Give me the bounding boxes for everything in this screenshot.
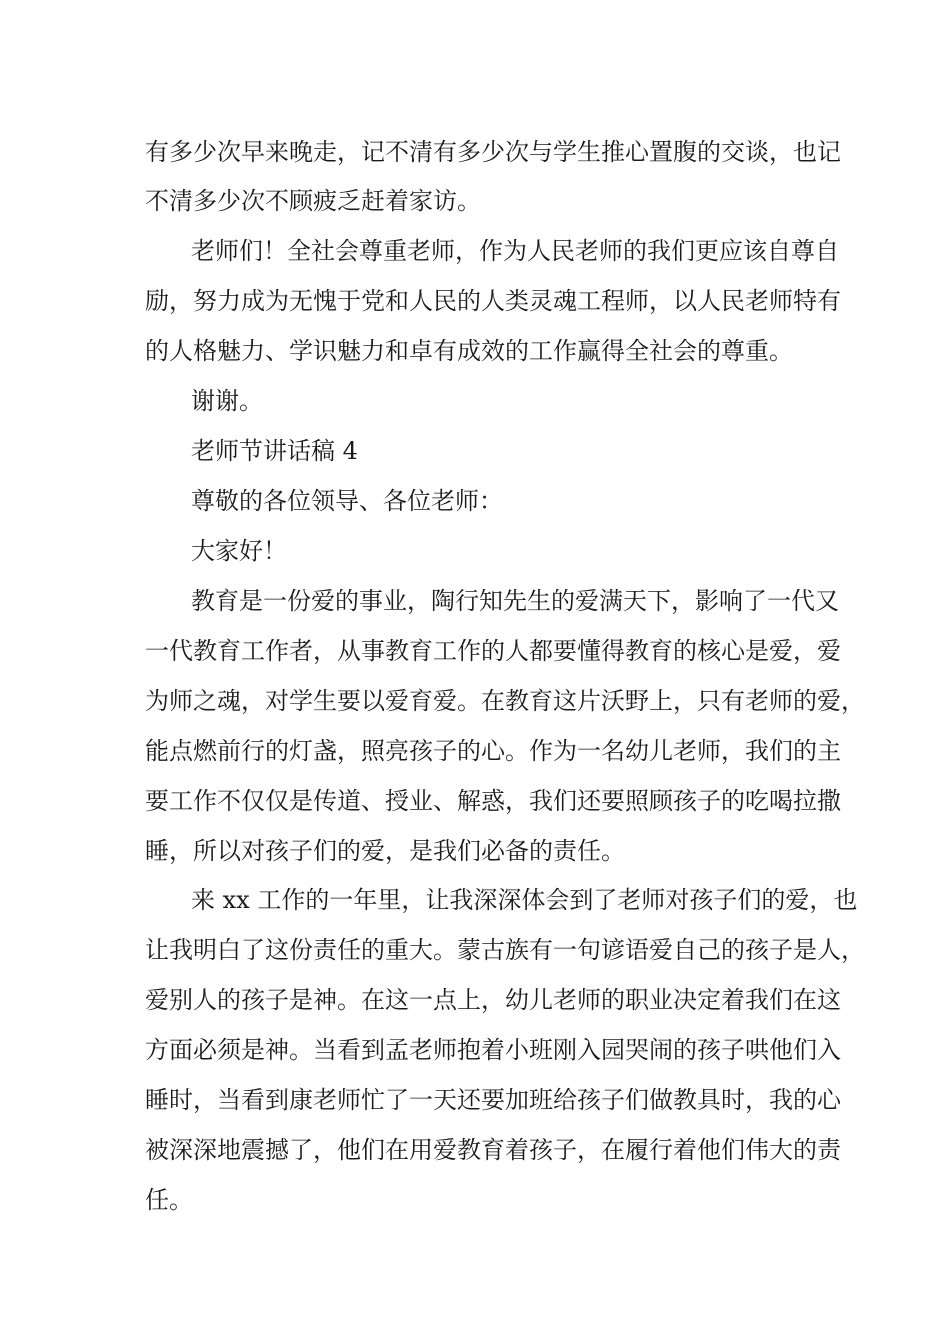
text-line: 谢谢。	[191, 387, 263, 415]
text-line: 睡，所以对孩子们的爱，是我们必备的责任。	[145, 837, 625, 865]
text-line: 来 xx 工作的一年里，让我深深体会到了老师对孩子们的爱，也	[191, 886, 858, 914]
greeting: 大家好！	[191, 537, 287, 565]
text-line: 老师们！全社会尊重老师，作为人民老师的我们更应该自尊自	[191, 237, 839, 265]
text-line: 被深深地震撼了，他们在用爱教育着孩子，在履行着他们伟大的责	[145, 1136, 841, 1164]
salutation: 尊敬的各位领导、各位老师：	[191, 487, 503, 515]
text-line: 励，努力成为无愧于党和人民的人类灵魂工程师，以人民老师特有	[145, 287, 841, 315]
text-line: 睡时，当看到康老师忙了一天还要加班给孩子们做教具时，我的心	[145, 1086, 841, 1114]
text-line: 爱别人的孩子是神。在这一点上，幼儿老师的职业决定着我们在这	[145, 986, 841, 1014]
text-line: 让我明白了这份责任的重大。蒙古族有一句谚语爱自己的孩子是人，	[145, 936, 865, 964]
text-line: 能点燃前行的灯盏，照亮孩子的心。作为一名幼儿老师，我们的主	[145, 737, 841, 765]
text-line: 教育是一份爱的事业，陶行知先生的爱满天下，影响了一代又	[191, 587, 839, 615]
text-line: 为师之魂，对学生要以爱育爱。在教育这片沃野上，只有老师的爱，	[145, 687, 865, 715]
text-line: 方面必须是神。当看到孟老师抱着小班刚入园哭闹的孩子哄他们入	[145, 1036, 841, 1064]
section-heading: 老师节讲话稿 4	[191, 437, 358, 465]
text-line: 一代教育工作者，从事教育工作的人都要懂得教育的核心是爱，爱	[145, 637, 841, 665]
text-line: 有多少次早来晚走，记不清有多少次与学生推心置腹的交谈，也记	[145, 138, 841, 166]
text-line: 不清多少次不顾疲乏赶着家访。	[145, 187, 481, 215]
text-line: 要工作不仅仅是传道、授业、解惑，我们还要照顾孩子的吃喝拉撒	[145, 787, 841, 815]
text-line: 的人格魅力、学识魅力和卓有成效的工作赢得全社会的尊重。	[145, 337, 793, 365]
text-line: 任。	[145, 1186, 193, 1214]
